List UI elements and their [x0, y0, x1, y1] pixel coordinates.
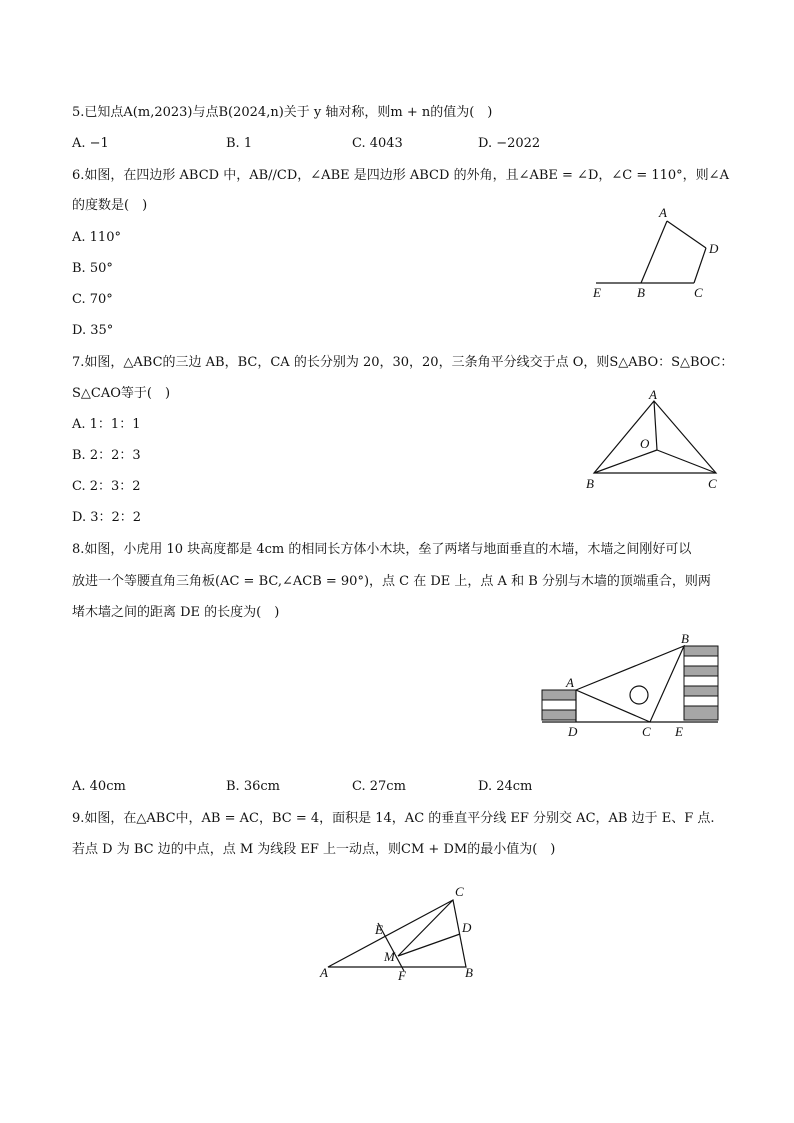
q7-stem-line2: S△CAO等于( ): [72, 386, 171, 401]
q9-label-e: E: [375, 922, 383, 937]
q6-label-c: C: [694, 285, 703, 300]
q7-option-c: C. 2：3：2: [72, 479, 141, 494]
q6-stem-line1: 6.如图，在四边形 ABCD 中，AB//CD，∠ABE 是四边形 ABCD 的外角，且∠ABE = ∠D，∠C = 110°，则∠A: [72, 168, 729, 183]
q6-label-e: E: [593, 285, 601, 300]
q9-label-c: C: [455, 884, 464, 899]
q5-stem: 5.已知点A(m,2023)与点B(2024,n)关于 y 轴对称，则m + n的值为( ): [72, 105, 493, 120]
q5-option-c: C. 4043: [352, 136, 403, 151]
q6-label-d: D: [709, 241, 719, 256]
q8-option-d: D. 24cm: [478, 779, 533, 794]
q6-option-a: A. 110°: [72, 230, 121, 245]
q7-triangle-figure: [578, 384, 728, 494]
q8-label-c: C: [642, 724, 651, 739]
q7-option-a: A. 1：1：1: [72, 417, 141, 432]
q9-triangle-figure: [312, 882, 492, 987]
q9-label-d: D: [462, 920, 472, 935]
q6-option-b: B. 50°: [72, 261, 113, 276]
q7-option-d: D. 3：2：2: [72, 510, 142, 525]
q8-stem-line2: 放进一个等腰直角三角板(AC = BC,∠ACB = 90°)，点 C 在 DE 上，点 A 和 B 分别与木墙的顶端重合，则两: [72, 574, 711, 589]
q8-option-b: B. 36cm: [226, 779, 280, 794]
q7-label-c: C: [708, 476, 717, 491]
q6-stem-line2: 的度数是( ): [72, 198, 148, 213]
q5-option-b: B. 1: [226, 136, 253, 151]
q6-label-b: B: [637, 285, 645, 300]
q7-label-o: O: [640, 436, 650, 451]
q8-label-b: B: [681, 631, 689, 646]
q9-label-b: B: [465, 965, 473, 980]
q9-label-m: M: [384, 949, 395, 964]
q6-label-a: A: [659, 205, 667, 220]
q8-wooden-walls-figure: [532, 628, 728, 740]
q8-option-a: A. 40cm: [72, 779, 126, 794]
q8-label-a: A: [566, 675, 574, 690]
q7-option-b: B. 2：2：3: [72, 448, 141, 463]
q7-label-b: B: [586, 476, 594, 491]
q9-label-a: A: [320, 965, 328, 980]
q8-option-c: C. 27cm: [352, 779, 406, 794]
q8-stem-line1: 8.如图，小虎用 10 块高度都是 4cm 的相同长方体小木块，垒了两堵与地面垂直的木墙，木墙之间刚好可以: [72, 542, 692, 557]
q9-stem-line2: 若点 D 为 BC 边的中点，点 M 为线段 EF 上一动点，则CM + DM的最小值为( ): [72, 842, 556, 857]
q8-label-e: E: [675, 724, 683, 739]
q7-label-a: A: [649, 387, 657, 402]
q6-quadrilateral-figure: [588, 200, 728, 305]
q8-stem-line3: 堵木墙之间的距离 DE 的长度为( ): [72, 605, 280, 620]
q6-option-c: C. 70°: [72, 292, 113, 307]
q7-stem-line1: 7.如图，△ABC的三边 AB，BC，CA 的长分别为 20，30，20，三条角平分线交于点 O，则S△ABO：S△BOC：: [72, 355, 734, 370]
q5-option-a: A. −1: [72, 136, 109, 151]
q9-label-f: F: [398, 968, 406, 983]
q8-label-d: D: [568, 724, 578, 739]
q5-option-d: D. −2022: [478, 136, 541, 151]
q6-option-d: D. 35°: [72, 323, 114, 338]
q9-stem-line1: 9.如图，在△ABC中，AB = AC，BC = 4，面积是 14，AC 的垂直平分线 EF 分别交 AC，AB 边于 E、F 点.: [72, 811, 715, 826]
